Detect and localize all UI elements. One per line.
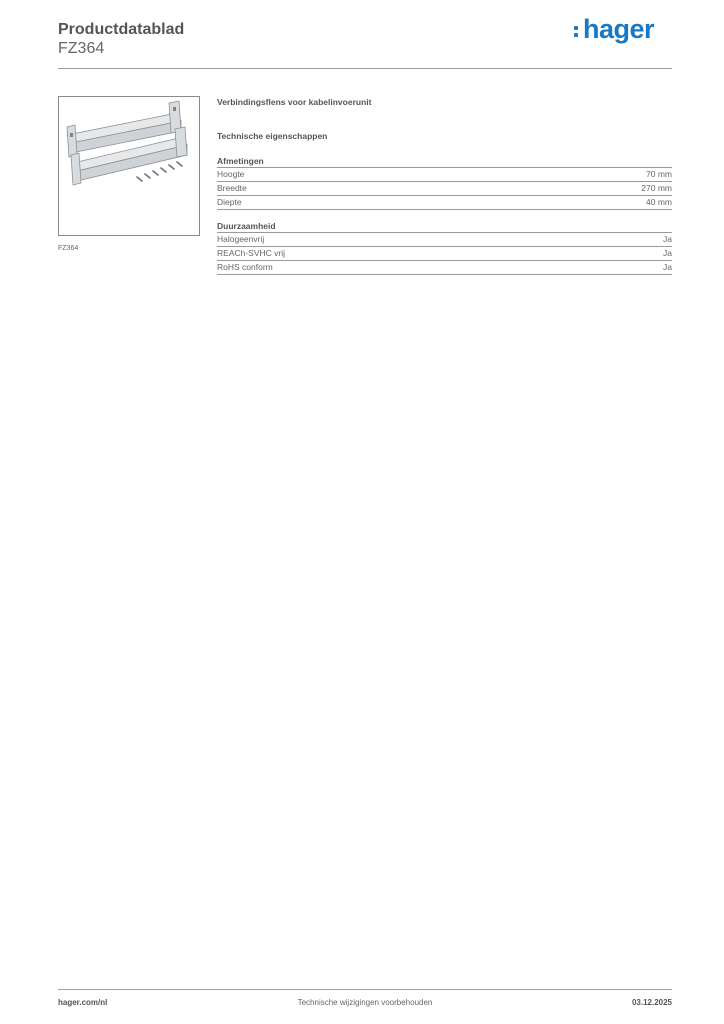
document-header	[58, 20, 184, 58]
footer-disclaimer: Technische wijzigingen voorbehouden	[297, 998, 433, 1007]
hager-logo	[583, 14, 654, 45]
sustainability-group	[217, 220, 672, 275]
table-row	[217, 182, 672, 196]
dimensions-group	[217, 155, 672, 210]
row-value: 270 mm	[641, 183, 672, 193]
table-row	[217, 247, 672, 261]
table-row	[217, 167, 672, 182]
footer-website: hager.com/nl	[58, 998, 108, 1007]
document-title: Productdatablad	[58, 21, 185, 38]
row-value: 70 mm	[646, 169, 672, 179]
product-content	[217, 96, 672, 275]
header-divider	[58, 68, 672, 69]
row-value: 40 mm	[646, 197, 672, 207]
product-description: Verbindingsflens voor kabelinvoerunit	[217, 97, 372, 107]
table-row	[217, 196, 672, 210]
image-caption: FZ364	[58, 245, 79, 252]
row-label: Breedte	[217, 183, 247, 193]
table-row	[217, 261, 672, 275]
row-label: Diepte	[217, 197, 242, 207]
row-label: Hoogte	[217, 169, 245, 179]
logo-dots-icon	[574, 23, 579, 41]
technical-properties-title: Technische eigenschappen	[217, 131, 328, 141]
row-label: Halogeenvrij	[217, 234, 265, 244]
row-value: Ja	[663, 262, 672, 272]
footer-divider	[58, 989, 672, 990]
footer-date: 03.12.2025	[631, 998, 672, 1007]
row-value: Ja	[663, 234, 672, 244]
logo-text: hager	[582, 14, 654, 44]
row-label: REACh-SVHC vrij	[217, 248, 286, 258]
product-image	[58, 96, 200, 236]
group-title: Afmetingen	[217, 156, 264, 166]
table-row	[217, 232, 672, 247]
product-code: FZ364	[58, 40, 105, 57]
product-illustration	[59, 97, 199, 235]
row-label: RoHS conform	[217, 262, 273, 272]
group-title: Duurzaamheid	[217, 221, 276, 231]
row-value: Ja	[663, 248, 672, 258]
